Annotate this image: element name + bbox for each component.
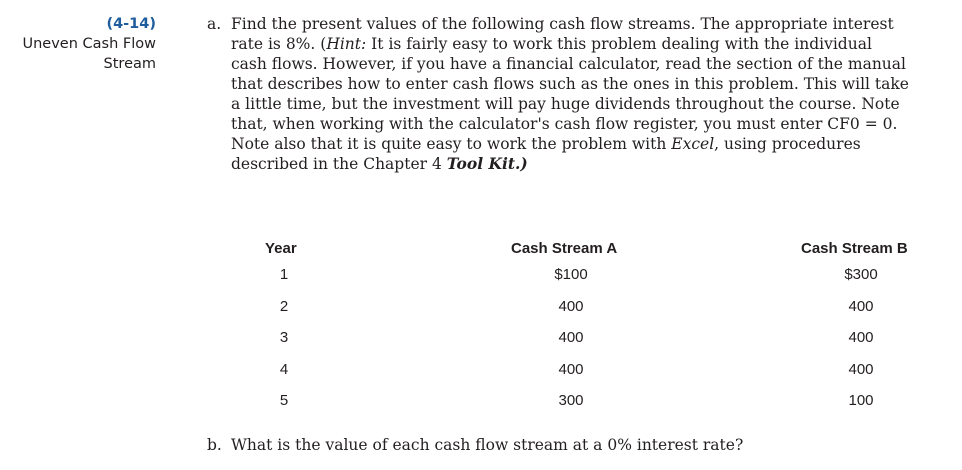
problem-number: (4-14) bbox=[106, 16, 156, 32]
table-header-row bbox=[0, 240, 962, 266]
part-a-line-7-rest: , using procedures bbox=[714, 135, 861, 153]
tool-kit-label: Tool Kit.) bbox=[446, 154, 528, 173]
part-a-line-2-rest: It is fairly easy to work this problem dealing with the individual bbox=[366, 35, 872, 53]
stream-b-cell: 100 bbox=[848, 392, 874, 409]
table-row bbox=[0, 298, 962, 330]
table-row bbox=[0, 329, 962, 361]
year-cell: 4 bbox=[279, 360, 289, 378]
table-row bbox=[0, 266, 962, 298]
part-b-text: What is the value of each cash flow stream at a 0% interest rate? bbox=[231, 436, 744, 454]
part-a-line-8 bbox=[231, 154, 952, 174]
stream-a-cell: 400 bbox=[558, 360, 584, 378]
part-a-paragraph bbox=[207, 14, 952, 174]
stream-b-cell: $300 bbox=[844, 266, 878, 283]
problem-title-line-1: Uneven Cash Flow bbox=[22, 36, 156, 52]
part-a-line-2 bbox=[231, 34, 952, 54]
part-a-line-4: that describes how to enter cash flows such as the ones in this problem. This will take bbox=[231, 75, 909, 93]
table-row bbox=[0, 392, 962, 424]
table-row bbox=[0, 361, 962, 393]
header-cash-stream-b: Cash Stream B bbox=[801, 240, 908, 257]
cash-flow-table bbox=[0, 240, 962, 424]
problem-body bbox=[207, 14, 952, 174]
stream-b-cell: 400 bbox=[848, 297, 874, 315]
problem-title-line-2: Stream bbox=[103, 56, 156, 72]
year-cell: 1 bbox=[279, 266, 289, 283]
part-a-line-3: cash flows. However, if you have a financial calculator, read the section of the manual bbox=[231, 55, 906, 73]
part-b-paragraph bbox=[207, 435, 743, 455]
part-a-line-7 bbox=[231, 134, 952, 154]
year-cell: 5 bbox=[279, 392, 289, 409]
stream-b-cell: 400 bbox=[848, 329, 874, 346]
stream-a-cell: 400 bbox=[558, 297, 584, 315]
year-cell: 2 bbox=[279, 297, 289, 315]
hint-label: Hint: bbox=[326, 35, 367, 53]
excel-word: Excel bbox=[671, 135, 715, 153]
stream-a-cell: 400 bbox=[558, 329, 584, 346]
stream-a-cell: 300 bbox=[558, 392, 584, 409]
part-a-line-1: Find the present values of the following cash flow streams. The appropriate interest bbox=[231, 15, 894, 33]
stream-a-cell: $100 bbox=[554, 266, 588, 283]
part-a-line-7-start: Note also that it is quite easy to work the problem with bbox=[231, 135, 672, 153]
header-year: Year bbox=[265, 240, 297, 257]
problem-sidebar bbox=[0, 14, 156, 74]
part-a-line-2-start: rate is 8%. ( bbox=[231, 35, 327, 53]
part-b-letter: b. bbox=[207, 436, 222, 454]
year-cell: 3 bbox=[279, 329, 289, 346]
stream-b-cell: 400 bbox=[848, 360, 874, 378]
part-a-line-6: that, when working with the calculator's cash flow register, you must enter CF0 = 0. bbox=[231, 115, 898, 133]
part-a-line-8-start: described in the Chapter 4 bbox=[231, 155, 447, 173]
part-a-line-5: a little time, but the investment will pay huge dividends throughout the course. Note bbox=[231, 95, 900, 113]
part-a-letter: a. bbox=[207, 15, 222, 33]
header-cash-stream-a: Cash Stream A bbox=[511, 240, 618, 257]
